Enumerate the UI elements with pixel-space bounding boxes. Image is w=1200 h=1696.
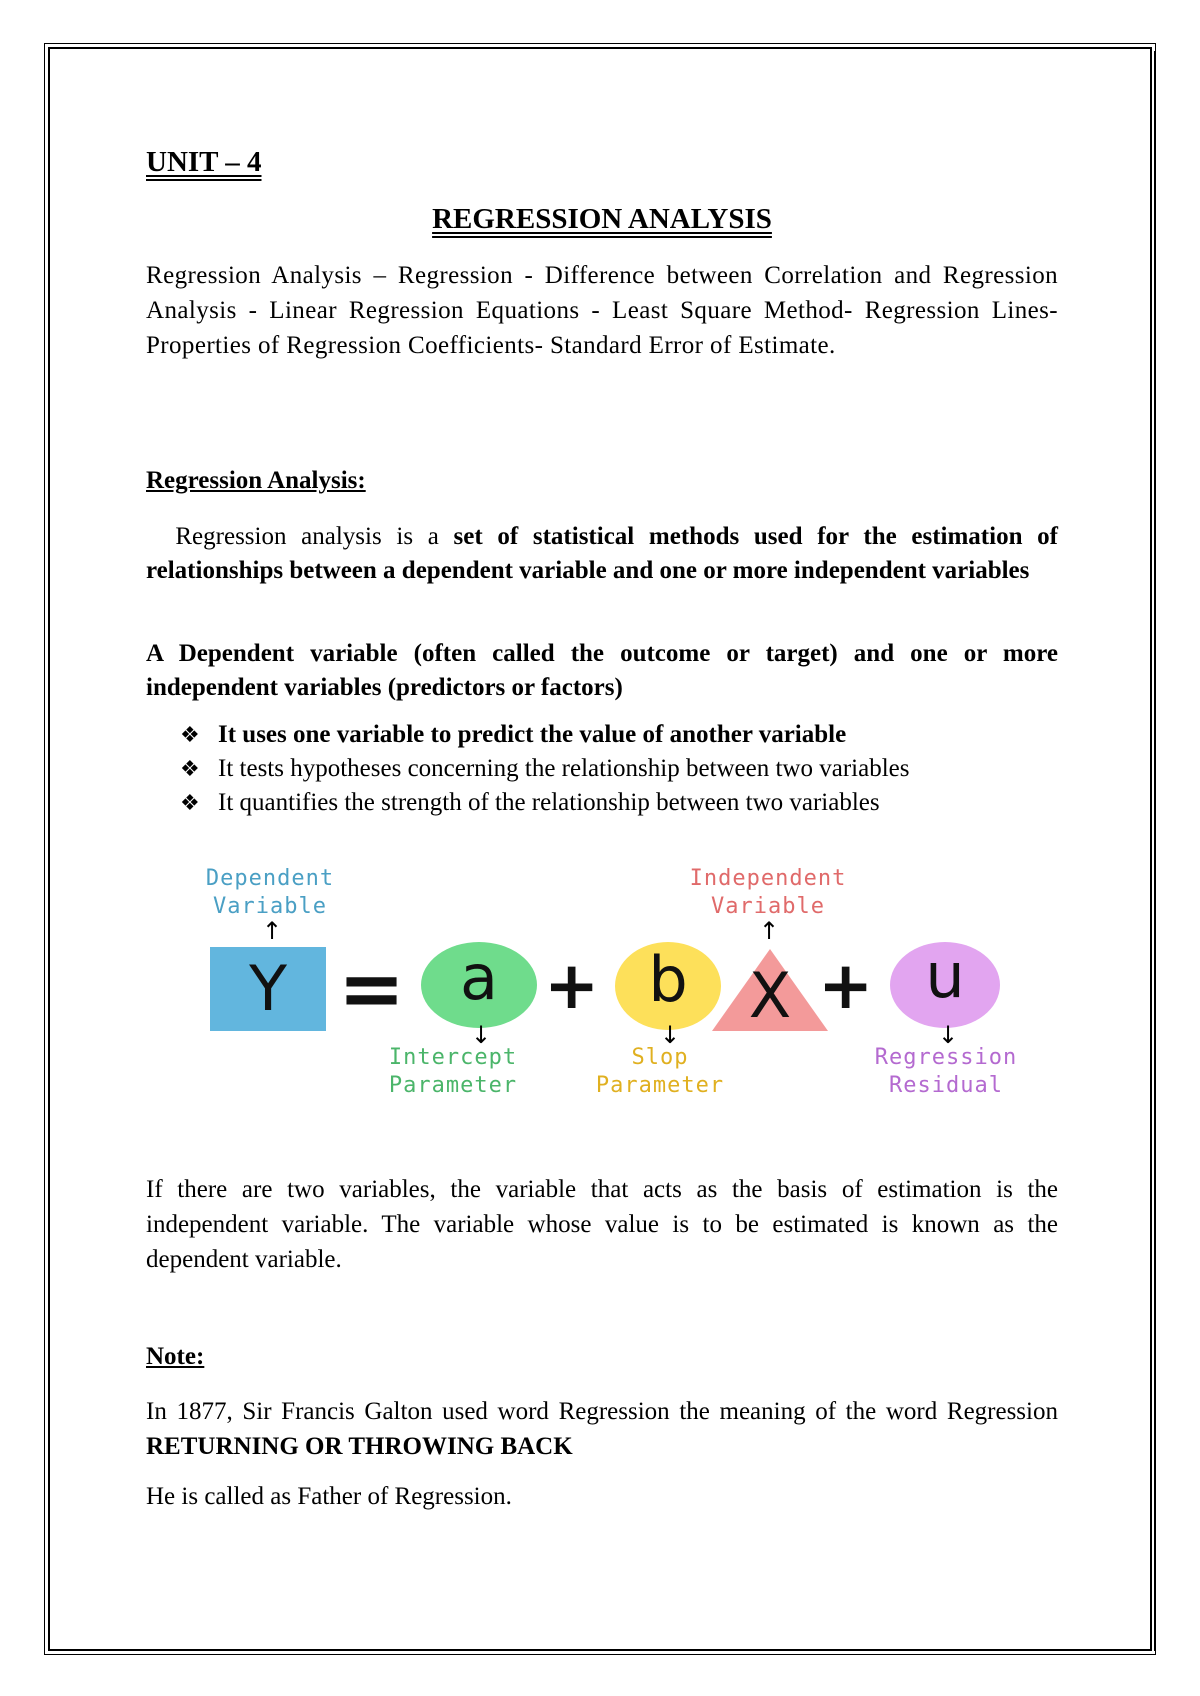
plus-sign: + xyxy=(818,947,874,1024)
bullet-text: It quantifies the strength of the relationship between two variables xyxy=(218,789,880,816)
unit-title: UNIT – 4 xyxy=(146,146,262,178)
list-item xyxy=(180,718,1060,752)
note-bold-text: RETURNING OR THROWING BACK xyxy=(146,1433,573,1460)
diamond-bullet-icon: ❖ xyxy=(180,756,200,781)
diamond-bullet-icon: ❖ xyxy=(180,790,200,815)
page-title: REGRESSION ANALYSIS xyxy=(432,203,772,235)
b-symbol: b xyxy=(648,943,688,1016)
dependent-variable-label-line2: Variable xyxy=(213,894,327,919)
intro-plain-text: Regression analysis is a xyxy=(175,523,454,550)
regression-equation-diagram xyxy=(190,865,1050,1105)
down-arrow-icon: ↓ xyxy=(471,1021,492,1049)
up-arrow-icon: ↑ xyxy=(262,917,283,945)
down-arrow-icon: ↓ xyxy=(660,1021,681,1049)
independent-variable-label-line2: Variable xyxy=(711,894,825,919)
list-item xyxy=(180,786,1060,820)
slope-parameter-label: Slop xyxy=(631,1045,689,1070)
topics-paragraph: Regression Analysis – Regression - Difference between Correlation and Regression Analysis - Linear Regression Equations - Least Square Method- Regression Lines- Properties of Regression Coefficients- Standard Error of Estimate. xyxy=(146,262,1058,359)
independent-variable-label: Independent xyxy=(689,866,847,891)
regression-residual-label-line2: Residual xyxy=(889,1073,1003,1098)
y-symbol: Y xyxy=(249,952,287,1025)
variables-paragraph: If there are two variables, the variable that acts as the basis of estimation is the independent variable. The variable whose value is to be estimated is known as the dependent variable. xyxy=(146,1176,1058,1273)
x-symbol: X xyxy=(748,959,792,1032)
bullet-text: It tests hypotheses concerning the relationship between two variables xyxy=(218,755,910,782)
father-of-regression-text: He is called as Father of Regression. xyxy=(146,1483,512,1510)
u-symbol: u xyxy=(925,939,965,1012)
note-paragraph xyxy=(146,1394,1058,1464)
intro-bold-text: set of statistical methods used for the estimation of relationships between a dependent variable and one or more independent variables xyxy=(146,523,1058,584)
bullet-text: It uses one variable to predict the value of another variable xyxy=(218,721,847,748)
equals-sign: = xyxy=(338,942,406,1035)
plus-sign: + xyxy=(544,947,600,1024)
up-arrow-icon: ↑ xyxy=(759,917,780,945)
a-symbol: a xyxy=(460,941,498,1014)
intercept-parameter-label-line2: Parameter xyxy=(388,1073,518,1098)
slope-parameter-label-line2: Parameter xyxy=(595,1073,725,1098)
regression-residual-label: Regression xyxy=(874,1045,1018,1070)
bullet-list xyxy=(180,718,1060,820)
dependent-variable-label: Dependent xyxy=(205,866,335,891)
intercept-parameter-label: Intercept xyxy=(388,1045,518,1070)
section-heading-note: Note: xyxy=(146,1343,205,1370)
section-heading-regression-analysis: Regression Analysis: xyxy=(146,467,366,494)
diamond-bullet-icon: ❖ xyxy=(180,722,200,747)
note-plain-text: In 1877, Sir Francis Galton used word Regression the meaning of the word Regression xyxy=(146,1398,1058,1425)
definition-paragraph: A Dependent variable (often called the outcome or target) and one or more independent variables (predictors or factors) xyxy=(146,640,1058,701)
intro-paragraph xyxy=(146,520,1058,588)
down-arrow-icon: ↓ xyxy=(938,1021,959,1049)
list-item xyxy=(180,752,1060,786)
